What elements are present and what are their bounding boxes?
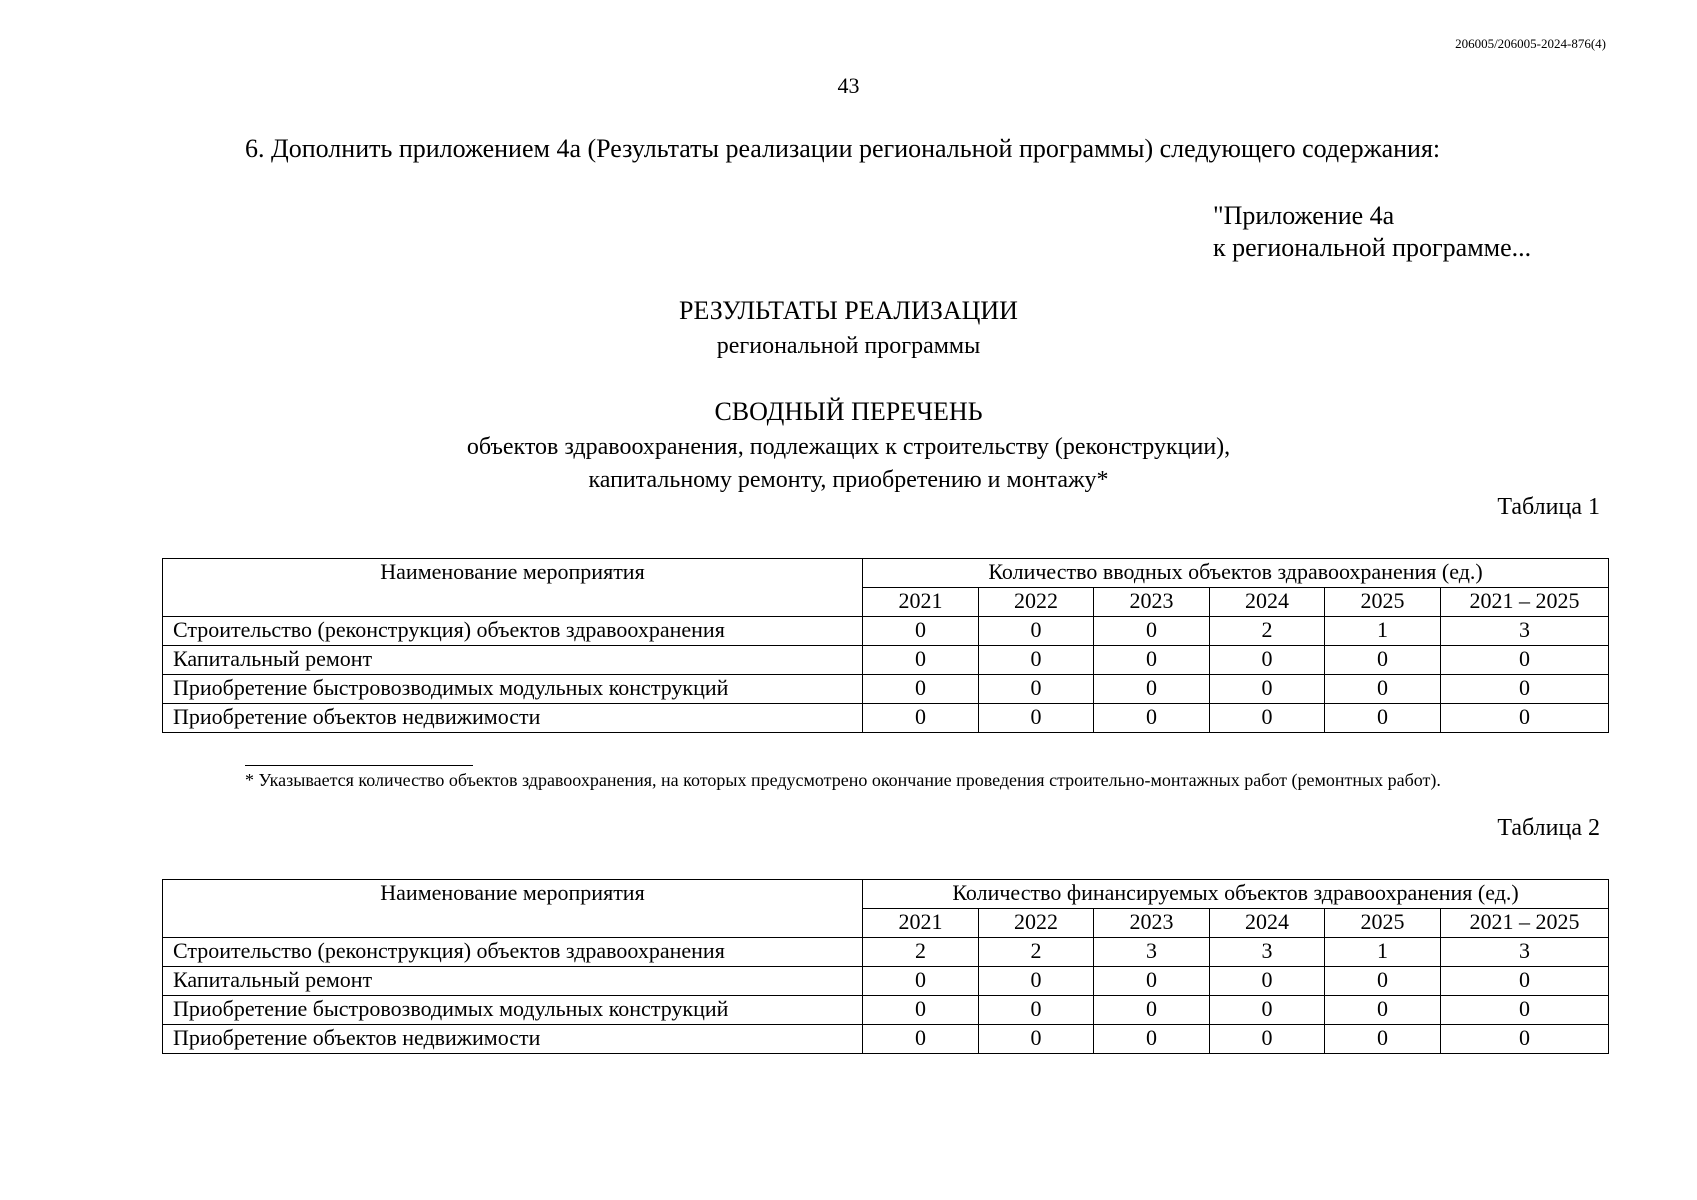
column-header-group: Количество финансируемых объектов здравоохранения (ед.) — [863, 880, 1609, 909]
row-name: Капитальный ремонт — [163, 646, 863, 675]
cell-value: 0 — [863, 967, 979, 996]
cell-value: 1 — [1325, 938, 1441, 967]
cell-value: 0 — [979, 617, 1094, 646]
footnote-separator — [245, 765, 473, 766]
table-row — [163, 996, 1609, 1025]
page-number: 43 — [837, 73, 860, 98]
row-name: Приобретение объектов недвижимости — [163, 1025, 863, 1054]
table-row — [163, 938, 1609, 967]
list-subtitle-line-1: объектов здравоохранения, подлежащих к строительству (реконструкции), — [466, 434, 1231, 460]
column-header-year: 2024 — [1210, 588, 1325, 617]
table-header-row — [163, 880, 1609, 909]
list-title: СВОДНЫЙ ПЕРЕЧЕНЬ — [714, 397, 983, 426]
table2 — [162, 879, 1609, 1054]
cell-value: 0 — [979, 675, 1094, 704]
cell-value: 0 — [979, 646, 1094, 675]
cell-value: 0 — [979, 704, 1094, 733]
table1-label: Таблица 1 — [1497, 494, 1600, 520]
table-header-row — [163, 559, 1609, 588]
cell-value: 0 — [1094, 704, 1210, 733]
cell-value: 0 — [1441, 704, 1609, 733]
appendix-line-2: к региональной программе... — [1213, 233, 1532, 262]
row-name: Строительство (реконструкция) объектов здравоохранения — [163, 938, 863, 967]
cell-value: 0 — [1441, 1025, 1609, 1054]
cell-value: 0 — [1210, 704, 1325, 733]
cell-value: 0 — [1325, 967, 1441, 996]
column-header-year: 2021 – 2025 — [1441, 909, 1609, 938]
list-subtitle — [0, 431, 1697, 497]
table-row — [163, 675, 1609, 704]
column-header-group: Количество вводных объектов здравоохранения (ед.) — [863, 559, 1609, 588]
cell-value: 0 — [1094, 967, 1210, 996]
cell-value: 0 — [1094, 617, 1210, 646]
cell-value: 2 — [1210, 617, 1325, 646]
table-row — [163, 967, 1609, 996]
table2-label: Таблица 2 — [1497, 815, 1600, 841]
cell-value: 0 — [1210, 675, 1325, 704]
cell-value: 0 — [863, 646, 979, 675]
footnote: * Указывается количество объектов здравоохранения, на которых предусмотрено окончание проведения строительно-монтажных работ (ремонтных работ). — [245, 770, 1441, 790]
cell-value: 3 — [1441, 938, 1609, 967]
column-header-name: Наименование мероприятия — [163, 880, 863, 938]
cell-value: 0 — [863, 675, 979, 704]
cell-value: 0 — [1441, 646, 1609, 675]
cell-value: 0 — [979, 996, 1094, 1025]
cell-value: 0 — [863, 1025, 979, 1054]
cell-value: 0 — [1325, 675, 1441, 704]
table-row — [163, 646, 1609, 675]
column-header-year: 2022 — [979, 588, 1094, 617]
cell-value: 0 — [979, 1025, 1094, 1054]
cell-value: 0 — [863, 704, 979, 733]
column-header-year: 2025 — [1325, 588, 1441, 617]
cell-value: 0 — [1441, 967, 1609, 996]
cell-value: 0 — [1210, 967, 1325, 996]
cell-value: 0 — [1094, 675, 1210, 704]
appendix-reference — [1213, 200, 1531, 264]
cell-value: 0 — [1094, 996, 1210, 1025]
cell-value: 0 — [1325, 646, 1441, 675]
row-name: Капитальный ремонт — [163, 967, 863, 996]
appendix-line-1: "Приложение 4а — [1213, 201, 1395, 230]
column-header-year: 2023 — [1094, 588, 1210, 617]
cell-value: 0 — [1210, 1025, 1325, 1054]
table1 — [162, 558, 1609, 733]
column-header-year: 2021 — [863, 909, 979, 938]
section-title: РЕЗУЛЬТАТЫ РЕАЛИЗАЦИИ — [679, 296, 1018, 325]
column-header-year: 2022 — [979, 909, 1094, 938]
list-subtitle-line-2: капитальному ремонту, приобретению и монтажу* — [588, 467, 1109, 493]
cell-value: 1 — [1325, 617, 1441, 646]
column-header-name: Наименование мероприятия — [163, 559, 863, 617]
cell-value: 3 — [1441, 617, 1609, 646]
row-name: Приобретение объектов недвижимости — [163, 704, 863, 733]
table-row — [163, 704, 1609, 733]
row-name: Строительство (реконструкция) объектов здравоохранения — [163, 617, 863, 646]
intro-paragraph: 6. Дополнить приложением 4а (Результаты реализации региональной программы) следующего содержания: — [245, 134, 1441, 163]
column-header-year: 2023 — [1094, 909, 1210, 938]
row-name: Приобретение быстровозводимых модульных конструкций — [163, 675, 863, 704]
cell-value: 3 — [1210, 938, 1325, 967]
cell-value: 0 — [1094, 1025, 1210, 1054]
column-header-year: 2021 — [863, 588, 979, 617]
section-subtitle: региональной программы — [716, 333, 981, 359]
cell-value: 2 — [979, 938, 1094, 967]
cell-value: 0 — [979, 967, 1094, 996]
cell-value: 3 — [1094, 938, 1210, 967]
cell-value: 0 — [1094, 646, 1210, 675]
cell-value: 0 — [863, 617, 979, 646]
cell-value: 0 — [1325, 1025, 1441, 1054]
document-id: 206005/206005-2024-876(4) — [1455, 36, 1606, 51]
cell-value: 0 — [1210, 996, 1325, 1025]
cell-value: 0 — [1325, 996, 1441, 1025]
cell-value: 0 — [1210, 646, 1325, 675]
table-row — [163, 1025, 1609, 1054]
cell-value: 0 — [1441, 996, 1609, 1025]
cell-value: 2 — [863, 938, 979, 967]
cell-value: 0 — [1441, 675, 1609, 704]
cell-value: 0 — [1325, 704, 1441, 733]
column-header-year: 2024 — [1210, 909, 1325, 938]
table-row — [163, 617, 1609, 646]
cell-value: 0 — [863, 996, 979, 1025]
row-name: Приобретение быстровозводимых модульных конструкций — [163, 996, 863, 1025]
column-header-year: 2021 – 2025 — [1441, 588, 1609, 617]
column-header-year: 2025 — [1325, 909, 1441, 938]
